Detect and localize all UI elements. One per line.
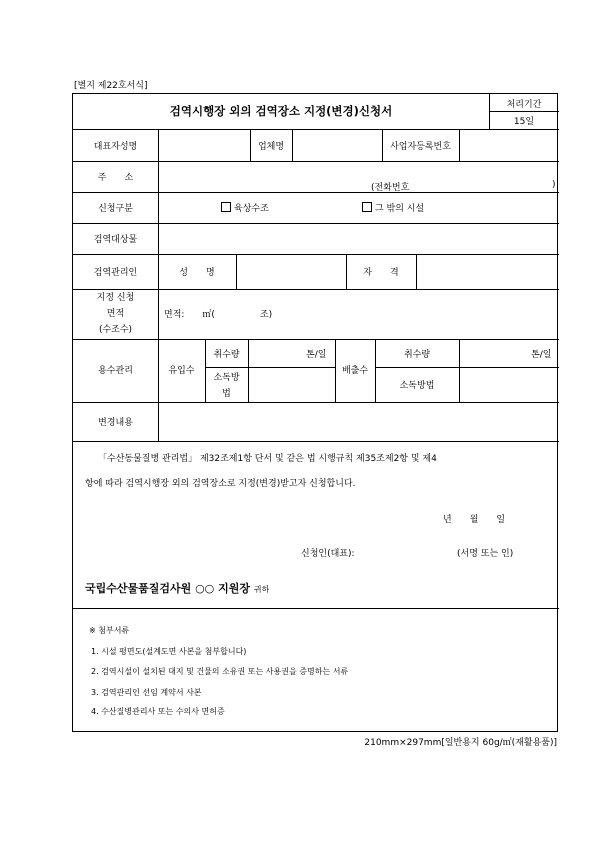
inflow-unit: 톤/일 bbox=[306, 350, 327, 360]
outflow-label: 배출수 bbox=[341, 366, 369, 376]
attachment-item: 4. 수산질병관리사 또는 수의사 면허증 bbox=[91, 707, 225, 716]
area-label-line1: 지정 신청 bbox=[96, 293, 135, 303]
change-label: 변경내용 bbox=[98, 418, 133, 428]
outflow-amount-label: 취수량 bbox=[403, 350, 431, 360]
recipient-name: 국립수산물품질검사원 ○○ 지원장 bbox=[85, 582, 250, 595]
area-label-line2: 면적 bbox=[106, 309, 125, 319]
recipient-suffix: 귀하 bbox=[253, 585, 270, 594]
application-form bbox=[72, 93, 558, 732]
rep-name-label: 대표자성명 bbox=[93, 142, 138, 152]
outflow-unit: 톤/일 bbox=[531, 350, 552, 360]
area-value: 면적: ㎡( 조) bbox=[164, 310, 273, 320]
manager-label: 검역관리인 bbox=[93, 268, 138, 278]
inflow-disinfect-label-2: 법 bbox=[222, 389, 231, 399]
recipient bbox=[85, 580, 269, 596]
address-label: 주 소 bbox=[97, 173, 134, 183]
attachment-item: 3. 검역관리인 선임 계약서 사본 bbox=[91, 688, 202, 697]
phone-close: ) bbox=[552, 180, 556, 190]
water-management-label: 용수관리 bbox=[98, 366, 133, 376]
outflow-disinfect-label: 소독방법 bbox=[399, 381, 435, 391]
signature-label: (서명 또는 인) bbox=[457, 549, 514, 559]
declaration-line1: 「수산동물질병 관리법」 제32조제1항 단서 및 같은 법 시행규칙 제35조제2항 및 제4 bbox=[98, 454, 437, 464]
inflow-label: 유입수 bbox=[168, 366, 195, 376]
checkbox-other-facility[interactable] bbox=[362, 202, 372, 212]
option-other-facility-label: 그 밖의 시설 bbox=[375, 204, 425, 214]
attachment-item: 1. 시설 평면도(설계도면 사본을 첨부합니다) bbox=[91, 647, 247, 656]
inflow-disinfect-label-1: 소독방 bbox=[213, 373, 240, 383]
attachment-item: 2. 검역시설이 설치된 대지 및 건물의 소유권 또는 사용권을 증명하는 서류 bbox=[91, 667, 349, 676]
applicant-label: 신청인(대표): bbox=[301, 549, 355, 559]
area-label-line3: (수조수) bbox=[98, 325, 133, 335]
option-land-tank[interactable] bbox=[221, 201, 269, 214]
processing-period-value: 15일 bbox=[513, 117, 535, 127]
company-label: 업체명 bbox=[257, 142, 285, 152]
inflow-amount-label: 취수량 bbox=[213, 350, 240, 360]
target-label: 검역대상물 bbox=[93, 235, 138, 245]
attachments-title: ※ 첨부서류 bbox=[89, 626, 130, 635]
biz-number-label: 사업자등록번호 bbox=[390, 142, 451, 152]
manager-qualification-label: 자 격 bbox=[363, 268, 399, 278]
phone-label: (전화번호 bbox=[371, 183, 410, 193]
application-type-label: 신청구분 bbox=[98, 204, 133, 214]
form-number: [별지 제22호서식] bbox=[74, 81, 148, 91]
form-title: 검역시행장 외의 검역장소 지정(변경)신청서 bbox=[169, 104, 393, 118]
checkbox-land-tank[interactable] bbox=[221, 202, 231, 212]
processing-period-label: 처리기간 bbox=[506, 100, 542, 110]
option-land-tank-label: 육상수조 bbox=[234, 204, 269, 214]
paper-spec: 210mm×297mm[일반용지 60g/㎡(재활용품)] bbox=[364, 738, 557, 748]
option-other-facility[interactable] bbox=[362, 201, 424, 214]
declaration-line2: 항에 따라 검역시행장 외의 검역장소로 지정(변경)받고자 신청합니다. bbox=[85, 479, 356, 489]
application-date: 년 월 일 bbox=[443, 515, 506, 525]
manager-name-label: 성 명 bbox=[179, 268, 215, 278]
